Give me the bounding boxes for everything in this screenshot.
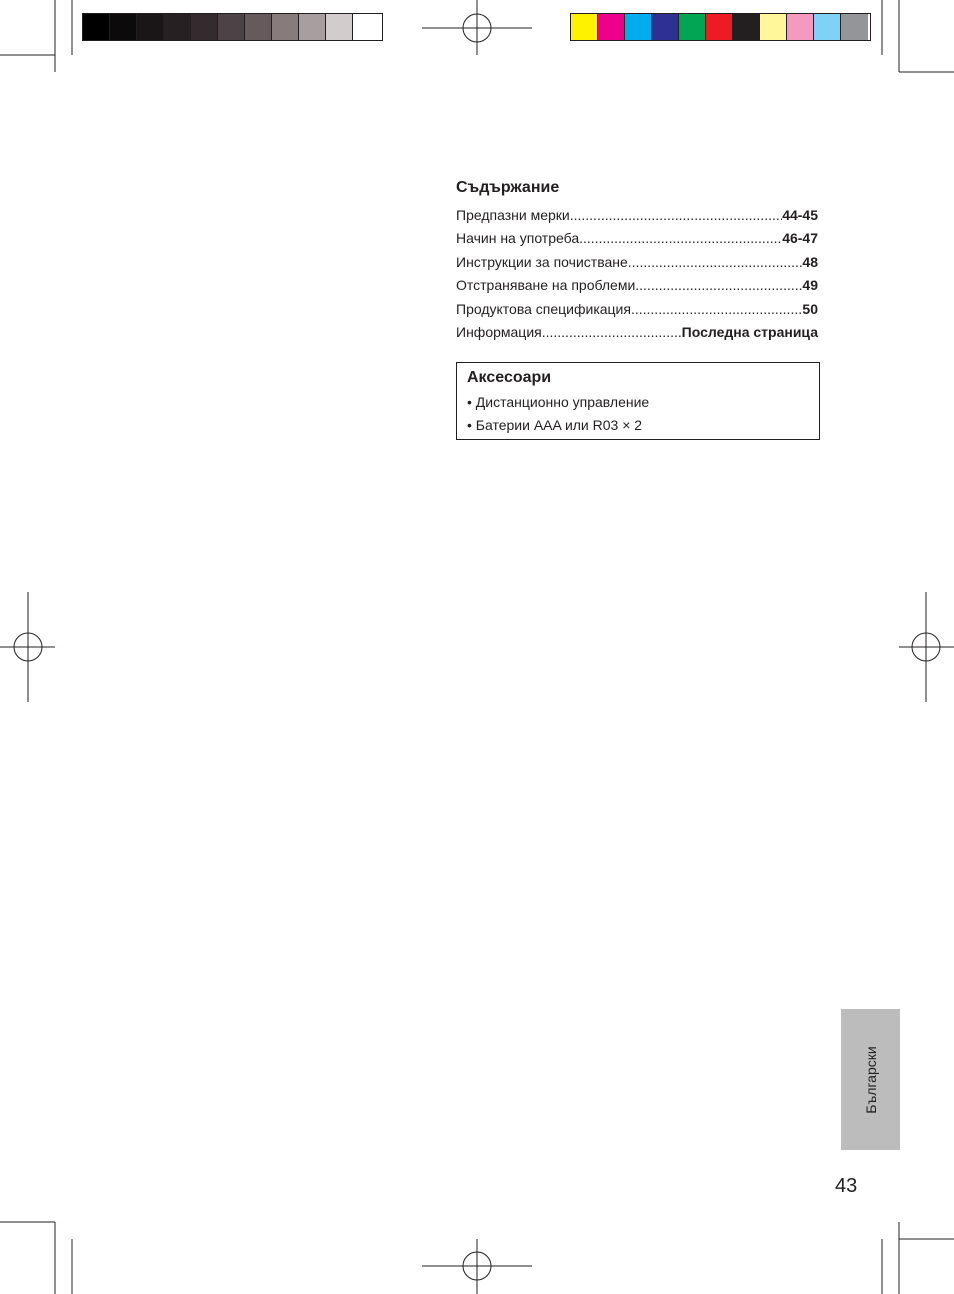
contents-entry-label: Предпазни мерки — [456, 207, 570, 223]
contents-entry-page: 50 — [802, 300, 818, 317]
dot-leader — [570, 204, 782, 227]
accessory-item: • Батерии AAA или R03 × 2 — [467, 417, 643, 433]
contents-entry-page: 46-47 — [782, 230, 818, 247]
page-number: 43 — [835, 1175, 858, 1197]
contents-entry-page: Последна страница — [681, 324, 818, 341]
color-swatch — [841, 14, 868, 40]
contents-title: Съдържание — [456, 179, 560, 196]
color-swatch — [598, 14, 625, 40]
color-swatch — [353, 14, 380, 40]
accessories-title: Аксесоари — [467, 369, 552, 386]
color-swatch — [652, 14, 679, 40]
color-swatch — [625, 14, 652, 40]
process-color-bar — [570, 13, 871, 41]
contents-entry — [456, 251, 818, 274]
color-swatch — [814, 14, 841, 40]
contents-entry-page: 44-45 — [782, 207, 818, 223]
contents-entry — [456, 298, 818, 321]
contents-list — [456, 204, 818, 344]
color-swatch — [272, 14, 299, 40]
color-swatch — [760, 14, 787, 40]
color-swatch — [191, 14, 218, 40]
dot-leader — [631, 298, 802, 321]
dot-leader — [579, 227, 782, 250]
contents-entry-page: 48 — [802, 253, 818, 270]
color-swatch — [83, 14, 110, 40]
accessories-box — [456, 362, 820, 440]
contents-entry-label: Инструкции за почистване — [456, 253, 628, 270]
color-swatch — [787, 14, 814, 40]
contents-entry-label: Начин на употреба — [456, 230, 580, 247]
color-swatch — [137, 14, 164, 40]
color-swatch — [571, 14, 598, 40]
language-tab-label: Български — [862, 1045, 879, 1114]
color-swatch — [326, 14, 353, 40]
contents-entry-label: Продуктова спецификация — [456, 300, 631, 317]
contents-entry-page: 49 — [802, 277, 818, 294]
contents-entry — [456, 321, 818, 344]
color-swatch — [733, 14, 760, 40]
contents-entry-label: Отстраняване на проблеми — [456, 277, 636, 294]
dot-leader — [628, 251, 803, 274]
color-swatch — [110, 14, 137, 40]
contents-entry — [456, 274, 818, 297]
color-swatch — [245, 14, 272, 40]
color-swatch — [218, 14, 245, 40]
language-tab — [841, 1009, 900, 1150]
color-swatch — [679, 14, 706, 40]
color-swatch — [164, 14, 191, 40]
contents-entry — [456, 227, 818, 250]
dot-leader — [635, 274, 802, 297]
contents-entry-label: Информация — [456, 324, 542, 341]
color-swatch — [706, 14, 733, 40]
contents-entry — [456, 204, 818, 227]
grayscale-color-bar — [82, 13, 383, 41]
color-swatch — [299, 14, 326, 40]
table-of-contents — [456, 178, 818, 344]
accessory-item: • Дистанционно управление — [467, 394, 650, 410]
dot-leader — [542, 321, 682, 344]
